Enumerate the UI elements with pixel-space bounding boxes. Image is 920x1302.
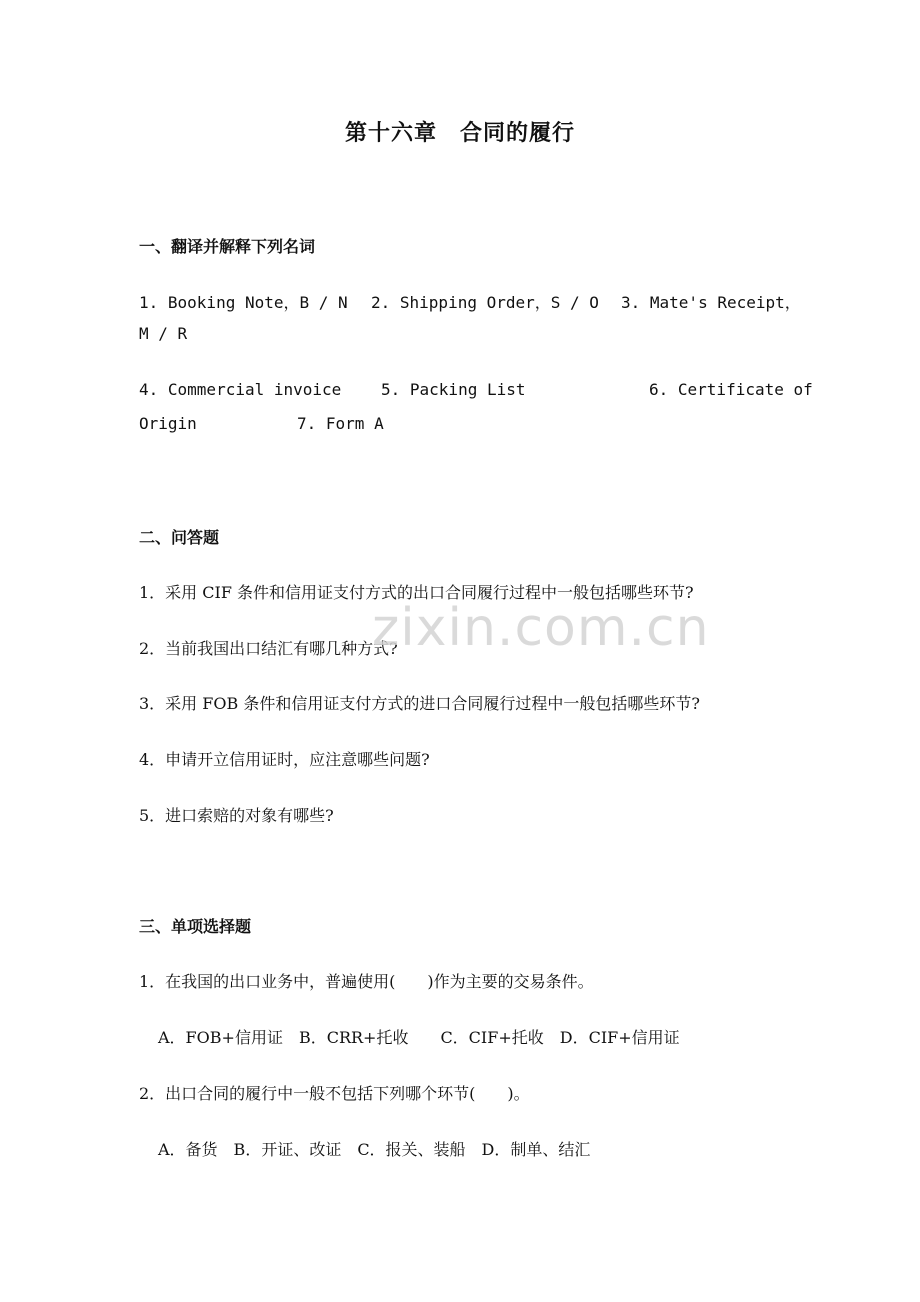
section-heading-qa: 二、问答题 — [139, 528, 220, 547]
qa-question-5: 5．进口索赔的对象有哪些? — [139, 806, 334, 825]
page-title: 第十六章 合同的履行 — [344, 121, 575, 146]
choice-options-1: A．FOB+信用证 B．CRR+托收 C．CIF+托收 D．CIF+信用证 — [158, 1028, 680, 1047]
term-mates-receipt-abbr: M / R — [139, 324, 188, 343]
term-booking-note: 1. Booking Note，B / N — [139, 293, 348, 312]
qa-question-2: 2．当前我国出口结汇有哪几种方式? — [139, 639, 398, 658]
watermark-text: zixin.com.cn — [372, 598, 710, 658]
choice-question-1: 1．在我国的出口业务中，普遍使用( )作为主要的交易条件。 — [139, 972, 594, 991]
section-heading-translate: 一、翻译并解释下列名词 — [139, 237, 316, 256]
qa-question-4: 4．申请开立信用证时，应注意哪些问题? — [139, 750, 430, 769]
choice-options-2: A．备货 B．开证、改证 C．报关、装船 D．制单、结汇 — [158, 1140, 591, 1159]
qa-question-3: 3．采用 FOB 条件和信用证支付方式的进口合同履行过程中一般包括哪些环节? — [139, 694, 700, 713]
qa-question-1: 1．采用 CIF 条件和信用证支付方式的出口合同履行过程中一般包括哪些环节? — [139, 583, 694, 602]
choice-question-2: 2．出口合同的履行中一般不包括下列哪个环节( )。 — [139, 1084, 530, 1103]
term-packing-list: 5. Packing List — [381, 380, 526, 399]
term-certificate-of-origin: 6. Certificate of — [649, 380, 813, 399]
section-heading-choice: 三、单项选择题 — [139, 917, 252, 936]
term-form-a: 7. Form A — [297, 414, 384, 433]
term-shipping-order: 2. Shipping Order，S / O — [371, 293, 599, 312]
term-origin: Origin — [139, 414, 197, 433]
term-mates-receipt: 3. Mate's Receipt， — [621, 293, 801, 312]
term-commercial-invoice: 4. Commercial invoice — [139, 380, 342, 399]
